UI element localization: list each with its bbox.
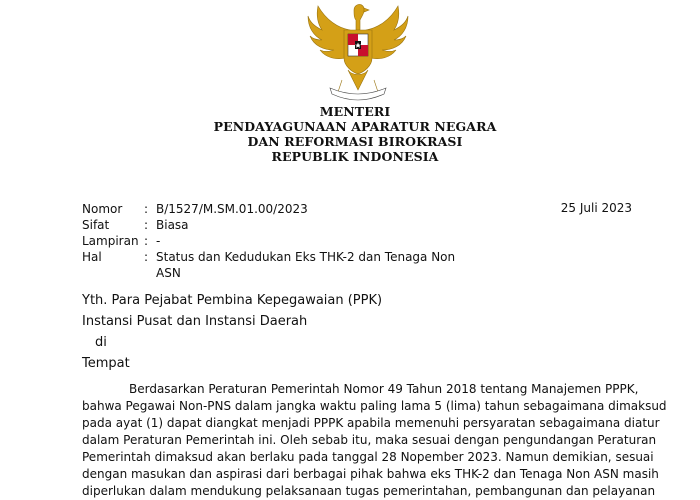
meta-value: ASN [156, 266, 181, 280]
meta-value: Status dan Kedudukan Eks THK-2 dan Tenaga Non [156, 250, 456, 264]
meta-label: Hal [82, 250, 102, 264]
meta-label: Sifat [82, 218, 110, 232]
meta-row-hal-cont [82, 265, 456, 281]
meta-row-sifat [82, 217, 456, 233]
letterhead [200, 104, 510, 164]
meta-value: B/1527/M.SM.01.00/2023 [156, 202, 308, 216]
letter-metadata [82, 201, 456, 281]
meta-separator: : [144, 218, 149, 232]
letterhead-ministry-2: DAN REFORMASI BIROKRASI [247, 134, 463, 149]
recipient-line: Instansi Pusat dan Instansi Daerah [82, 314, 308, 329]
meta-row-hal [82, 249, 456, 265]
letterhead-country: REPUBLIK INDONESIA [271, 149, 439, 164]
body-line: pada ayat (1) dapat diangkat menjadi PPPK apabila memenuhi persyaratan sebagaimana diatur [82, 416, 660, 430]
recipient-line: di [95, 335, 107, 350]
meta-label: Lampiran [82, 234, 139, 248]
body-line: Berdasarkan Peraturan Pemerintah Nomor 49 Tahun 2018 tentang Manajemen PPPK, [129, 382, 639, 396]
body-line: dengan masukan dan aspirasi dari berbagai pihak bahwa eks THK-2 dan Tenaga Non ASN masih [82, 467, 659, 481]
recipient-line: Yth. Para Pejabat Pembina Kepegawaian (PPK) [82, 293, 383, 308]
meta-separator: : [144, 250, 149, 264]
meta-separator: : [144, 202, 149, 216]
body-line: bahwa Pegawai Non-PNS dalam jangka waktu paling lama 5 (lima) tahun sebagaimana dimaksud [82, 399, 667, 413]
letter-body [82, 381, 667, 500]
recipient-address [82, 290, 382, 374]
meta-row-nomor [82, 201, 456, 217]
letterhead-ministry: PENDAYAGUNAAN APARATUR NEGARA [213, 119, 497, 134]
meta-label [82, 265, 144, 281]
meta-value: Biasa [156, 218, 189, 232]
meta-value: - [156, 234, 161, 248]
body-line: diperlukan dalam mendukung pelaksanaan tugas pemerintahan, pembangunan dan pelayanan [82, 484, 656, 498]
meta-label: Nomor [82, 202, 123, 216]
letter-date: 25 Juli 2023 [560, 201, 632, 215]
meta-separator: : [144, 234, 149, 248]
letterhead-title: MENTERI [319, 104, 391, 119]
recipient-line: Tempat [82, 356, 130, 371]
meta-separator-empty [144, 265, 156, 281]
meta-row-lampiran [82, 233, 456, 249]
body-line: dalam Peraturan Pemerintah ini. Oleh sebab itu, maka sesuai dengan pengundangan Peraturan [82, 433, 657, 447]
garuda-emblem-icon [298, 0, 418, 105]
body-line: Pemerintah dimaksud akan berlaku pada tanggal 28 Nopember 2023. Namun demikian, sesuai [82, 450, 654, 464]
